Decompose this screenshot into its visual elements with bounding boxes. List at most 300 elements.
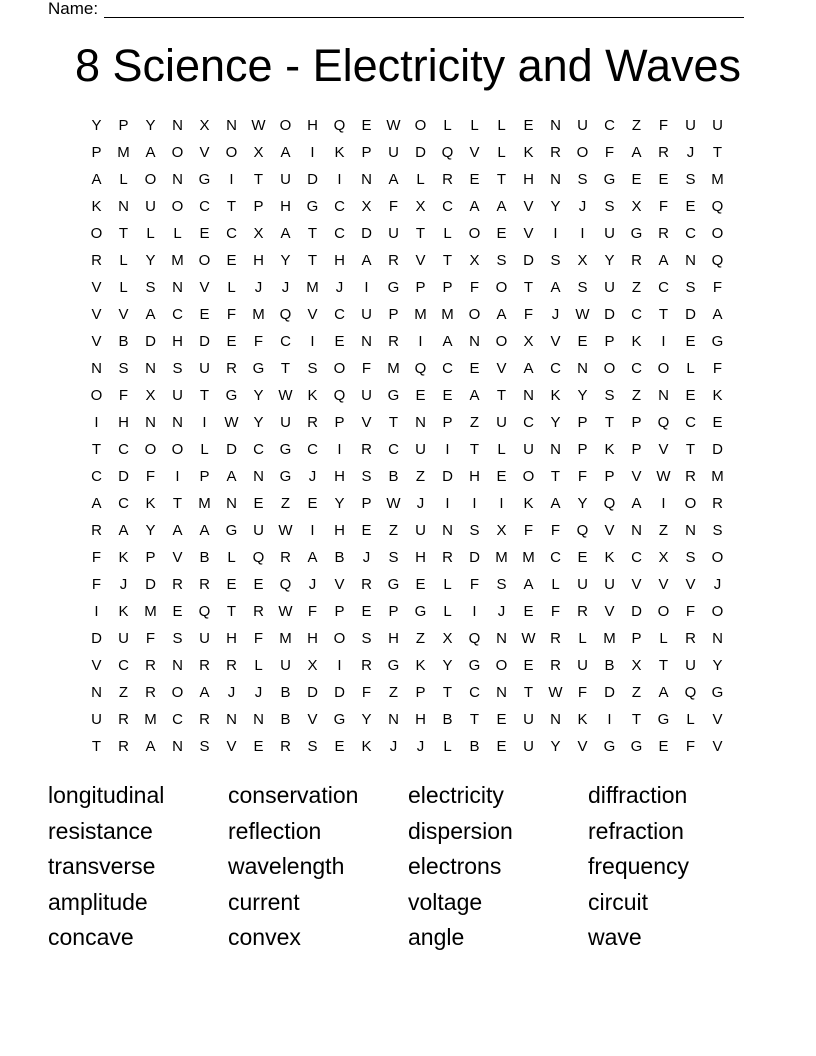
- grid-cell: N: [550, 711, 561, 728]
- word-list-item: convex: [228, 924, 301, 951]
- grid-cell: E: [685, 198, 696, 215]
- grid-cell: F: [685, 603, 696, 620]
- grid-cell: N: [685, 252, 696, 269]
- grid-cell: O: [171, 684, 184, 701]
- grid-cell: E: [577, 549, 588, 566]
- grid-cell: V: [307, 711, 318, 728]
- grid-cell: C: [118, 495, 129, 512]
- grid-cell: A: [658, 684, 669, 701]
- grid-cell: R: [550, 657, 561, 674]
- grid-cell: V: [226, 738, 237, 755]
- grid-cell: P: [442, 414, 453, 431]
- grid-cell: N: [172, 279, 183, 296]
- grid-cell: I: [472, 495, 477, 512]
- grid-cell: I: [607, 711, 612, 728]
- grid-cell: F: [91, 576, 102, 593]
- grid-cell: Q: [603, 495, 616, 512]
- grid-cell: U: [577, 657, 588, 674]
- grid-cell: E: [523, 117, 534, 134]
- grid-cell: Y: [145, 252, 156, 269]
- grid-cell: D: [145, 576, 156, 593]
- grid-cell: A: [145, 738, 156, 755]
- grid-cell: M: [306, 279, 319, 296]
- grid-cell: U: [685, 657, 696, 674]
- grid-cell: X: [577, 252, 588, 269]
- grid-cell: D: [91, 630, 102, 647]
- word-list: [48, 778, 768, 956]
- grid-cell: S: [712, 522, 723, 539]
- grid-cell: F: [145, 468, 156, 485]
- grid-cell: O: [495, 657, 508, 674]
- grid-cell: O: [279, 117, 292, 134]
- grid-cell: I: [472, 603, 477, 620]
- grid-cell: A: [145, 144, 156, 161]
- grid-cell: N: [415, 414, 426, 431]
- grid-cell: L: [227, 549, 236, 566]
- grid-cell: R: [280, 738, 291, 755]
- grid-cell: U: [415, 522, 426, 539]
- grid-cell: T: [712, 144, 723, 161]
- grid-cell: P: [253, 198, 264, 215]
- grid-cell: T: [685, 441, 696, 458]
- grid-cell: E: [496, 225, 507, 242]
- grid-cell: P: [631, 441, 642, 458]
- grid-cell: L: [497, 441, 506, 458]
- grid-cell: Z: [415, 630, 426, 647]
- grid-cell: J: [713, 576, 722, 593]
- grid-cell: Q: [333, 387, 346, 404]
- grid-cell: F: [253, 333, 264, 350]
- grid-cell: C: [658, 279, 669, 296]
- grid-cell: H: [118, 414, 129, 431]
- grid-cell: F: [523, 306, 534, 323]
- grid-cell: T: [469, 711, 480, 728]
- grid-cell: J: [281, 279, 290, 296]
- grid-cell: E: [172, 603, 183, 620]
- grid-cell: C: [550, 549, 561, 566]
- grid-cell: O: [90, 225, 103, 242]
- grid-cell: S: [577, 171, 588, 188]
- grid-cell: E: [226, 333, 237, 350]
- grid-cell: A: [145, 306, 156, 323]
- grid-cell: P: [604, 468, 615, 485]
- grid-cell: W: [251, 117, 266, 134]
- grid-cell: Q: [441, 144, 454, 161]
- grid-cell: V: [199, 144, 210, 161]
- grid-cell: U: [604, 576, 615, 593]
- page-title: 8 Science - Electricity and Waves: [74, 40, 742, 91]
- grid-cell: P: [577, 441, 588, 458]
- grid-cell: U: [388, 225, 399, 242]
- grid-cell: C: [118, 441, 129, 458]
- word-list-item: electrons: [408, 853, 502, 880]
- grid-cell: U: [523, 441, 534, 458]
- grid-cell: X: [631, 198, 642, 215]
- word-list-item: diffraction: [588, 782, 688, 808]
- grid-cell: V: [118, 306, 129, 323]
- word-list-item: circuit: [588, 888, 649, 915]
- grid-cell: G: [414, 603, 427, 620]
- word-list-item: dispersion: [408, 817, 513, 844]
- grid-cell: V: [172, 549, 183, 566]
- grid-cell: H: [334, 522, 345, 539]
- grid-cell: N: [388, 711, 399, 728]
- grid-cell: R: [685, 630, 696, 647]
- grid-cell: O: [171, 144, 184, 161]
- grid-cell: V: [550, 333, 561, 350]
- grid-cell: J: [578, 198, 587, 215]
- grid-cell: X: [361, 198, 372, 215]
- grid-cell: L: [119, 252, 128, 269]
- grid-cell: S: [145, 279, 156, 296]
- grid-cell: O: [225, 144, 238, 161]
- grid-cell: L: [497, 117, 506, 134]
- grid-cell: B: [442, 711, 453, 728]
- grid-cell: A: [280, 144, 291, 161]
- grid-cell: N: [172, 414, 183, 431]
- grid-cell: X: [307, 657, 318, 674]
- grid-cell: T: [280, 360, 291, 377]
- grid-cell: B: [199, 549, 210, 566]
- grid-cell: X: [253, 144, 264, 161]
- grid-cell: M: [171, 252, 184, 269]
- grid-cell: A: [91, 171, 102, 188]
- grid-cell: N: [361, 333, 372, 350]
- grid-cell: C: [91, 468, 102, 485]
- grid-cell: V: [91, 657, 102, 674]
- grid-cell: R: [91, 522, 102, 539]
- grid-cell: D: [145, 333, 156, 350]
- grid-cell: A: [199, 522, 210, 539]
- grid-cell: F: [253, 630, 264, 647]
- name-label: Name:: [48, 0, 99, 18]
- grid-cell: O: [90, 387, 103, 404]
- grid-cell: J: [362, 549, 371, 566]
- grid-cell: F: [550, 522, 561, 539]
- grid-cell: J: [254, 684, 263, 701]
- grid-cell: R: [172, 576, 183, 593]
- grid-cell: I: [418, 333, 423, 350]
- grid-cell: B: [280, 684, 291, 701]
- grid-cell: O: [711, 225, 724, 242]
- grid-cell: L: [227, 279, 236, 296]
- grid-cell: S: [172, 360, 183, 377]
- grid-cell: V: [91, 279, 102, 296]
- grid-cell: Z: [631, 279, 642, 296]
- grid-cell: C: [253, 441, 264, 458]
- grid-cell: J: [497, 603, 506, 620]
- grid-cell: Q: [711, 198, 724, 215]
- grid-cell: A: [388, 171, 399, 188]
- grid-cell: V: [469, 144, 480, 161]
- grid-cell: T: [226, 198, 237, 215]
- grid-cell: L: [443, 603, 452, 620]
- grid-cell: G: [198, 171, 211, 188]
- name-underline: [104, 3, 744, 18]
- grid-cell: I: [202, 414, 207, 431]
- grid-cell: V: [712, 738, 723, 755]
- grid-cell: L: [443, 225, 452, 242]
- grid-cell: G: [387, 387, 400, 404]
- grid-cell: A: [631, 495, 642, 512]
- grid-cell: C: [685, 225, 696, 242]
- grid-cell: A: [550, 279, 561, 296]
- grid-cell: T: [631, 711, 642, 728]
- grid-cell: X: [253, 225, 264, 242]
- grid-cell: R: [361, 441, 372, 458]
- grid-cell: J: [254, 279, 263, 296]
- grid-cell: I: [337, 171, 342, 188]
- grid-cell: X: [658, 549, 669, 566]
- grid-cell: E: [469, 171, 480, 188]
- grid-cell: R: [658, 144, 669, 161]
- grid-cell: B: [604, 657, 615, 674]
- grid-cell: E: [658, 171, 669, 188]
- grid-cell: V: [361, 414, 372, 431]
- grid-cell: T: [307, 225, 318, 242]
- grid-cell: S: [496, 576, 507, 593]
- grid-cell: H: [523, 171, 534, 188]
- grid-cell: H: [307, 630, 318, 647]
- grid-cell: D: [631, 603, 642, 620]
- grid-cell: C: [199, 198, 210, 215]
- grid-cell: S: [685, 279, 696, 296]
- grid-cell: R: [631, 252, 642, 269]
- grid-cell: N: [226, 711, 237, 728]
- grid-cell: L: [146, 225, 155, 242]
- grid-cell: J: [119, 576, 128, 593]
- grid-cell: C: [442, 198, 453, 215]
- word-list-item: reflection: [228, 817, 322, 844]
- grid-cell: E: [712, 414, 723, 431]
- grid-cell: F: [361, 684, 372, 701]
- grid-cell: G: [630, 738, 643, 755]
- grid-cell: D: [604, 684, 615, 701]
- grid-cell: N: [172, 738, 183, 755]
- grid-cell: T: [523, 684, 534, 701]
- grid-cell: C: [550, 360, 561, 377]
- grid-cell: F: [604, 144, 615, 161]
- grid-cell: F: [577, 684, 588, 701]
- grid-cell: U: [145, 198, 156, 215]
- grid-cell: L: [578, 630, 587, 647]
- grid-cell: Q: [279, 576, 292, 593]
- grid-cell: B: [280, 711, 291, 728]
- word-list-item: conservation: [228, 782, 359, 808]
- grid-cell: N: [253, 468, 264, 485]
- grid-cell: D: [685, 306, 696, 323]
- grid-cell: O: [684, 495, 697, 512]
- grid-cell: L: [119, 171, 128, 188]
- grid-cell: C: [334, 306, 345, 323]
- grid-cell: Y: [712, 657, 723, 674]
- word-list-item: current: [228, 888, 300, 915]
- grid-cell: F: [658, 117, 669, 134]
- grid-cell: S: [604, 387, 615, 404]
- grid-cell: R: [91, 252, 102, 269]
- grid-cell: T: [226, 603, 237, 620]
- grid-cell: O: [333, 630, 346, 647]
- grid-cell: E: [415, 576, 426, 593]
- grid-cell: N: [361, 171, 372, 188]
- grid-cell: G: [387, 657, 400, 674]
- grid-cell: R: [118, 738, 129, 755]
- grid-cell: O: [711, 549, 724, 566]
- grid-cell: P: [91, 144, 102, 161]
- grid-cell: N: [145, 414, 156, 431]
- grid-cell: R: [442, 549, 453, 566]
- grid-cell: U: [91, 711, 102, 728]
- grid-cell: Y: [442, 657, 453, 674]
- grid-cell: E: [496, 468, 507, 485]
- grid-cell: P: [361, 144, 372, 161]
- grid-cell: Z: [631, 117, 642, 134]
- grid-cell: E: [253, 738, 264, 755]
- grid-cell: L: [443, 117, 452, 134]
- grid-cell: V: [604, 522, 615, 539]
- grid-cell: I: [94, 414, 99, 431]
- grid-cell: P: [631, 414, 642, 431]
- grid-cell: T: [469, 441, 480, 458]
- grid-cell: T: [442, 684, 453, 701]
- grid-cell: R: [199, 711, 210, 728]
- grid-cell: U: [604, 225, 615, 242]
- grid-cell: V: [658, 441, 669, 458]
- grid-cell: E: [253, 495, 264, 512]
- grid-cell: K: [307, 387, 318, 404]
- grid-cell: O: [171, 441, 184, 458]
- grid-cell: I: [445, 495, 450, 512]
- grid-cell: N: [496, 684, 507, 701]
- grid-cell: T: [415, 225, 426, 242]
- grid-cell: E: [361, 117, 372, 134]
- grid-cell: V: [91, 306, 102, 323]
- grid-cell: N: [172, 657, 183, 674]
- grid-cell: O: [657, 360, 670, 377]
- grid-cell: T: [496, 387, 507, 404]
- grid-cell: L: [470, 117, 479, 134]
- grid-cell: U: [523, 711, 534, 728]
- grid-cell: F: [658, 198, 669, 215]
- grid-cell: V: [631, 468, 642, 485]
- grid-cell: K: [145, 495, 156, 512]
- grid-cell: W: [386, 117, 401, 134]
- grid-cell: I: [661, 495, 666, 512]
- grid-cell: O: [414, 117, 427, 134]
- grid-cell: C: [631, 360, 642, 377]
- grid-cell: F: [388, 198, 399, 215]
- grid-cell: C: [280, 333, 291, 350]
- grid-cell: L: [200, 441, 209, 458]
- grid-cell: H: [469, 468, 480, 485]
- grid-cell: O: [522, 468, 535, 485]
- grid-cell: A: [199, 684, 210, 701]
- grid-cell: C: [631, 549, 642, 566]
- grid-cell: I: [94, 603, 99, 620]
- grid-cell: T: [253, 171, 264, 188]
- grid-cell: N: [496, 630, 507, 647]
- grid-cell: L: [551, 576, 560, 593]
- grid-cell: D: [712, 441, 723, 458]
- grid-cell: V: [496, 360, 507, 377]
- grid-cell: T: [118, 225, 129, 242]
- grid-cell: H: [226, 630, 237, 647]
- grid-cell: N: [91, 684, 102, 701]
- grid-cell: Z: [118, 684, 129, 701]
- grid-cell: A: [631, 144, 642, 161]
- grid-cell: A: [91, 495, 102, 512]
- grid-cell: R: [199, 657, 210, 674]
- grid-cell: J: [308, 468, 317, 485]
- grid-cell: Q: [333, 117, 346, 134]
- grid-cell: E: [658, 738, 669, 755]
- grid-cell: M: [711, 468, 724, 485]
- grid-cell: D: [442, 468, 453, 485]
- grid-cell: U: [199, 360, 210, 377]
- grid-cell: P: [631, 630, 642, 647]
- grid-cell: R: [280, 549, 291, 566]
- grid-cell: A: [442, 333, 453, 350]
- grid-cell: S: [604, 198, 615, 215]
- word-list-item: concave: [48, 924, 134, 951]
- grid-cell: Y: [577, 495, 588, 512]
- grid-cell: C: [469, 684, 480, 701]
- grid-cell: G: [306, 198, 319, 215]
- grid-cell: I: [445, 441, 450, 458]
- grid-cell: E: [226, 252, 237, 269]
- grid-cell: R: [712, 495, 723, 512]
- word-list-item: wave: [588, 924, 642, 951]
- grid-cell: U: [685, 117, 696, 134]
- grid-cell: U: [415, 441, 426, 458]
- grid-cell: P: [577, 414, 588, 431]
- grid-cell: P: [145, 549, 156, 566]
- grid-cell: A: [172, 522, 183, 539]
- grid-cell: E: [469, 360, 480, 377]
- grid-cell: Y: [91, 117, 102, 134]
- grid-cell: K: [604, 549, 615, 566]
- grid-cell: R: [226, 360, 237, 377]
- grid-cell: Y: [361, 711, 372, 728]
- grid-cell: O: [144, 441, 157, 458]
- grid-cell: P: [118, 117, 129, 134]
- grid-cell: H: [334, 468, 345, 485]
- grid-cell: I: [337, 657, 342, 674]
- grid-cell: V: [91, 333, 102, 350]
- grid-cell: N: [631, 522, 642, 539]
- grid-cell: X: [145, 387, 156, 404]
- grid-cell: O: [576, 144, 589, 161]
- name-field-line: [48, 0, 744, 18]
- grid-cell: N: [253, 711, 264, 728]
- grid-cell: G: [603, 738, 616, 755]
- grid-cell: W: [386, 495, 401, 512]
- grid-cell: Y: [550, 738, 561, 755]
- grid-cell: U: [280, 171, 291, 188]
- grid-cell: A: [496, 198, 507, 215]
- grid-cell: J: [551, 306, 560, 323]
- grid-cell: C: [523, 414, 534, 431]
- grid-cell: I: [364, 279, 369, 296]
- grid-cell: K: [577, 711, 588, 728]
- grid-cell: O: [468, 225, 481, 242]
- grid-cell: V: [307, 306, 318, 323]
- grid-cell: K: [712, 387, 723, 404]
- grid-cell: X: [523, 333, 534, 350]
- grid-cell: N: [550, 441, 561, 458]
- grid-cell: Z: [280, 495, 291, 512]
- grid-cell: G: [225, 522, 238, 539]
